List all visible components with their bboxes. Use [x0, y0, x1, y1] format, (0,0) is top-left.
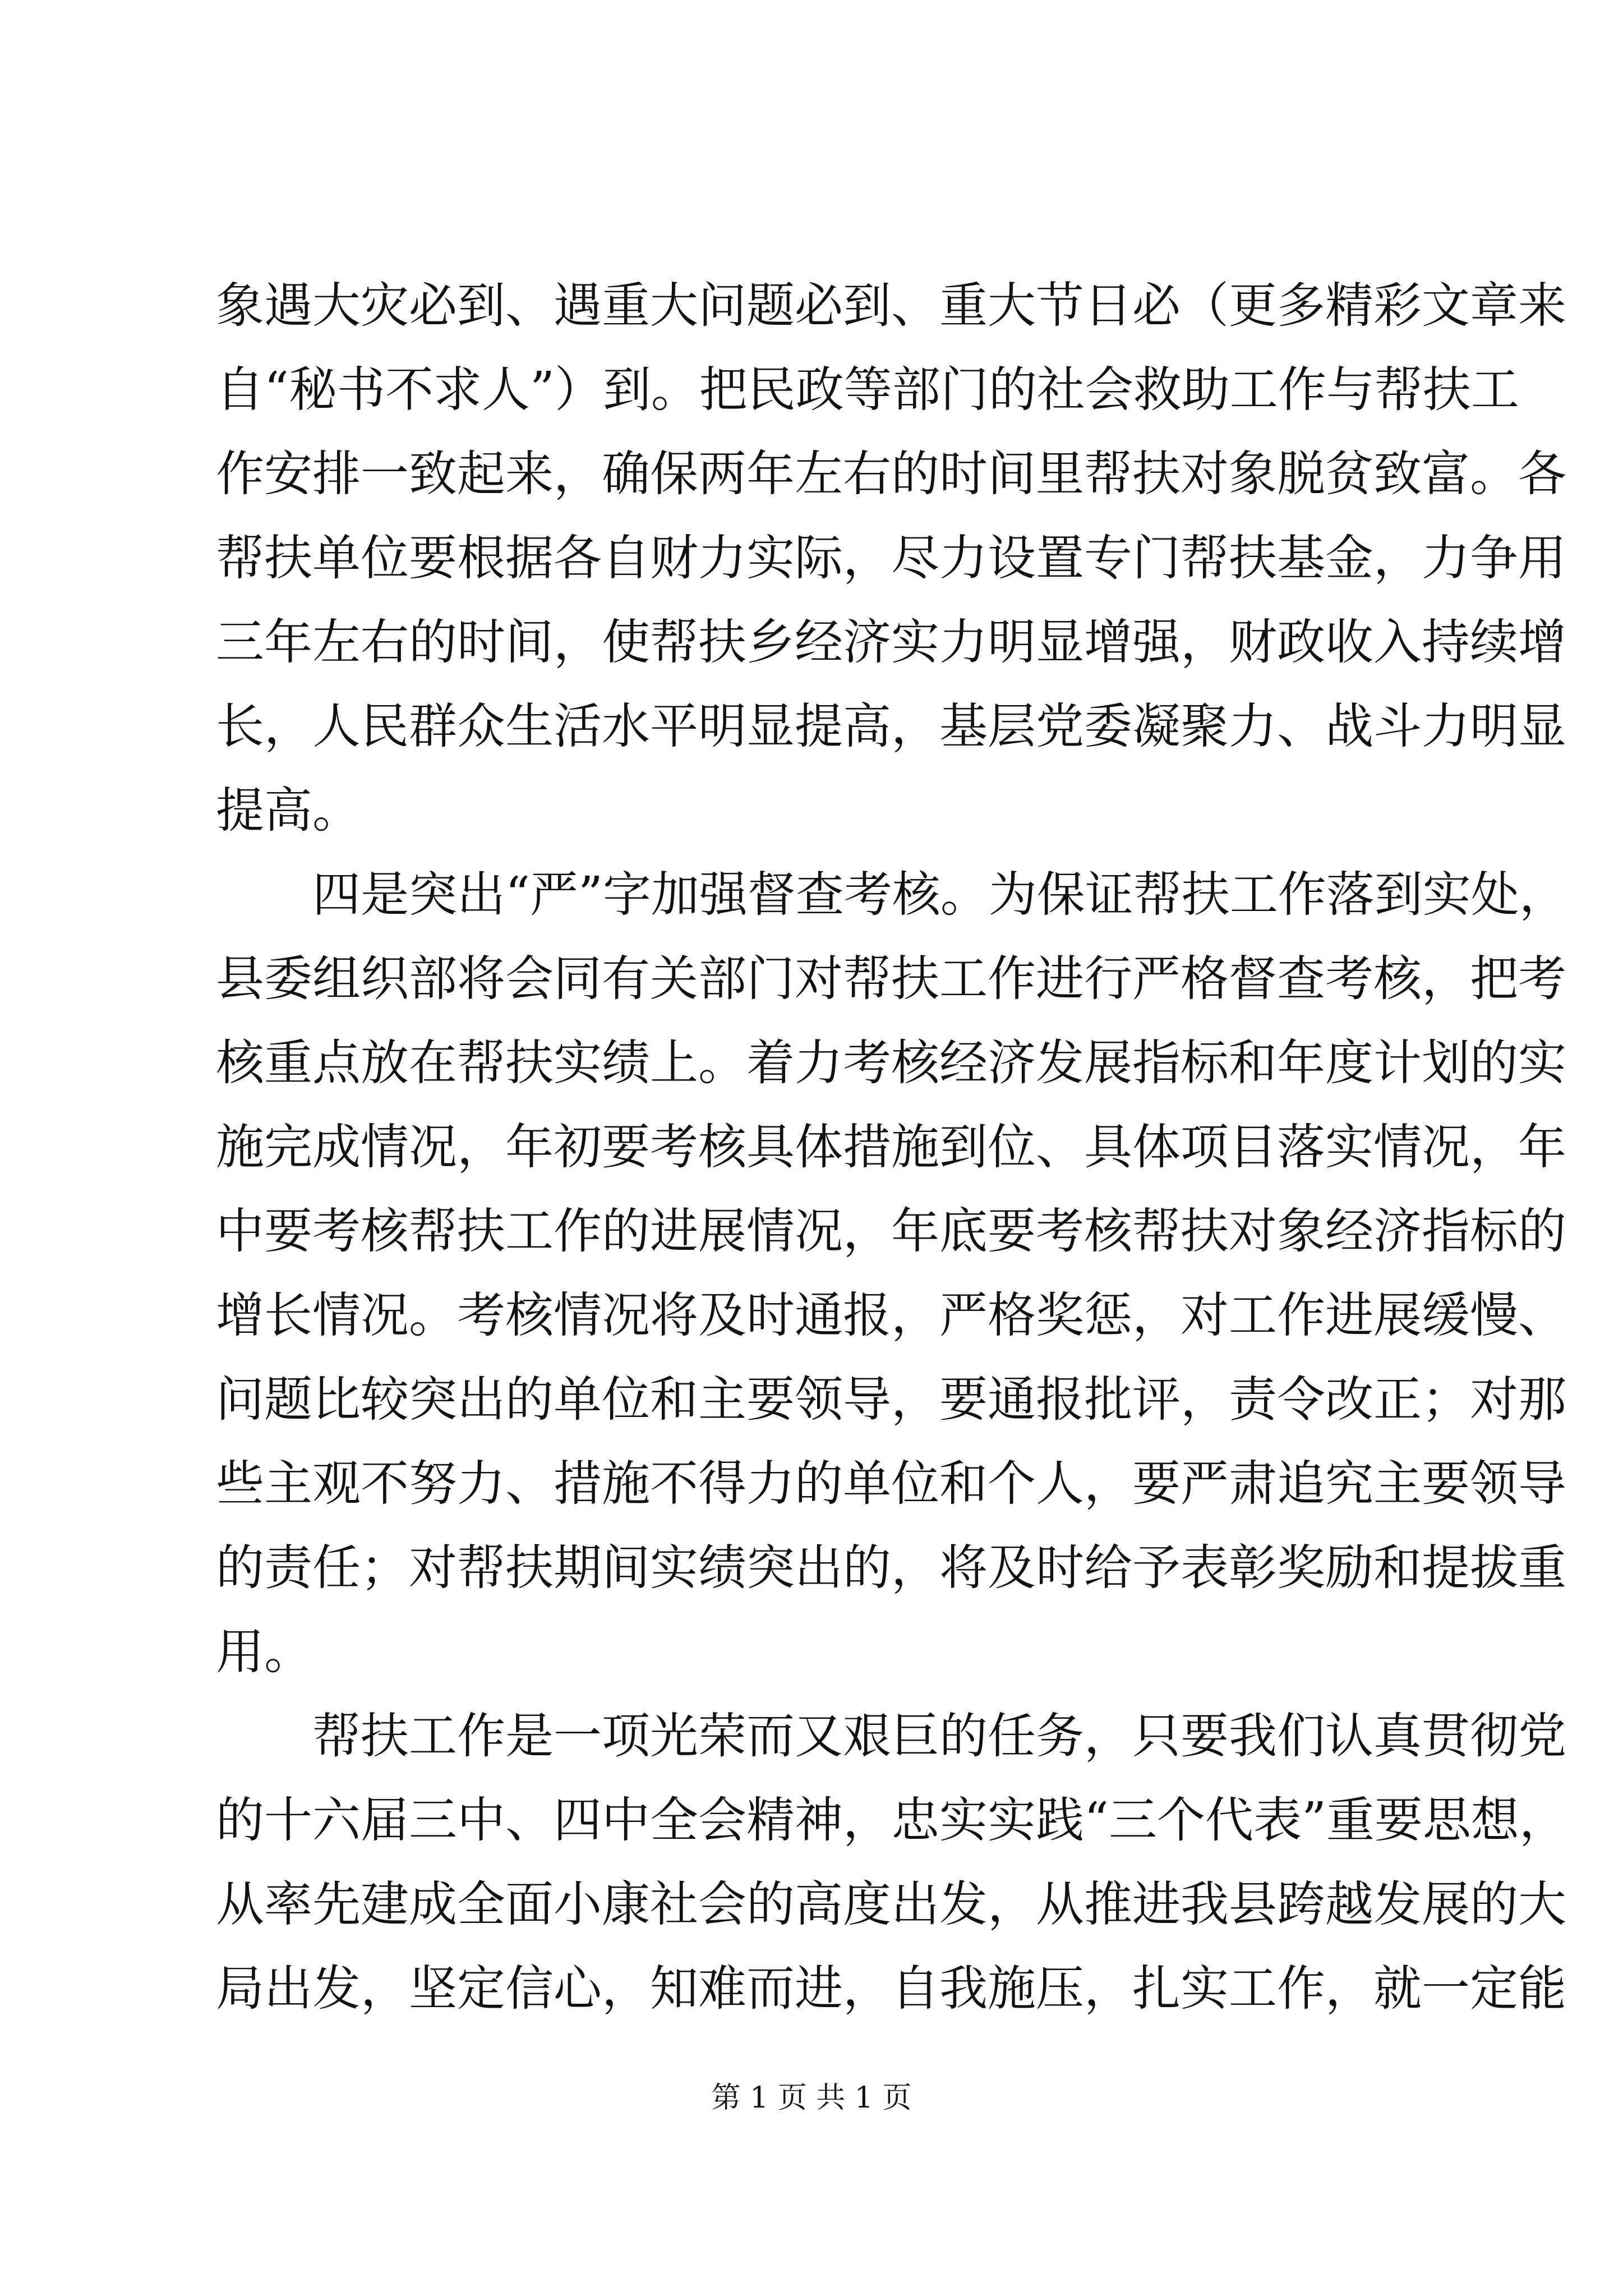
text-line: 中要考核帮扶工作的进展情况，年底要考核帮扶对象经济指标的: [216, 1203, 1566, 1259]
text-line: 提高。: [216, 783, 361, 839]
text-line: 县委组织部将会同有关部门对帮扶工作进行严格督查考核，把考: [216, 951, 1566, 1007]
text-line: 象遇大灾必到、遇重大问题必到、重大节日必（更多精彩文章来: [216, 278, 1566, 334]
text-line: 三年左右的时间，使帮扶乡经济实力明显增强，财政收入持续增: [216, 614, 1566, 670]
paragraph-start-line: 帮扶工作是一项光荣而又艰巨的任务，只要我们认真贯彻党: [312, 1708, 1566, 1764]
document-body: [216, 264, 1567, 2031]
text-line: 问题比较突出的单位和主要领导，要通报批评，责令改正；对那: [216, 1372, 1566, 1428]
text-line: 长，人民群众生活水平明显提高，基层党委凝聚力、战斗力明显: [216, 698, 1566, 754]
text-line: 自“秘书不求人”）到。把民政等部门的社会救助工作与帮扶工: [216, 362, 1519, 418]
text-line: 些主观不努力、措施不得力的单位和个人，要严肃追究主要领导: [216, 1456, 1566, 1512]
text-line: 用。: [216, 1624, 312, 1680]
page-footer: 第 1 页 共 1 页: [711, 2081, 912, 2115]
text-line: 核重点放在帮扶实绩上。着力考核经济发展指标和年度计划的实: [216, 1035, 1566, 1091]
text-line: 作安排一致起来，确保两年左右的时间里帮扶对象脱贫致富。各: [216, 446, 1566, 502]
text-line: 增长情况。考核情况将及时通报，严格奖惩，对工作进展缓慢、: [216, 1287, 1566, 1343]
text-line: 帮扶单位要根据各自财力实际，尽力设置专门帮扶基金，力争用: [216, 530, 1566, 586]
text-line: 施完成情况，年初要考核具体措施到位、具体项目落实情况，年: [216, 1119, 1566, 1175]
text-line: 的十六届三中、四中全会精神，忠实实践“三个代表”重要思想，: [216, 1792, 1567, 1848]
paragraph-start-line: 四是突出“严”字加强督查考核。为保证帮扶工作落到实处，: [312, 867, 1567, 923]
text-line: 的责任；对帮扶期间实绩突出的，将及时给予表彰奖励和提拔重: [216, 1540, 1566, 1596]
text-line: 局出发，坚定信心，知难而进，自我施压，扎实工作，就一定能: [216, 1961, 1566, 2017]
text-line: 从率先建成全面小康社会的高度出发，从推进我县跨越发展的大: [216, 1876, 1566, 1932]
